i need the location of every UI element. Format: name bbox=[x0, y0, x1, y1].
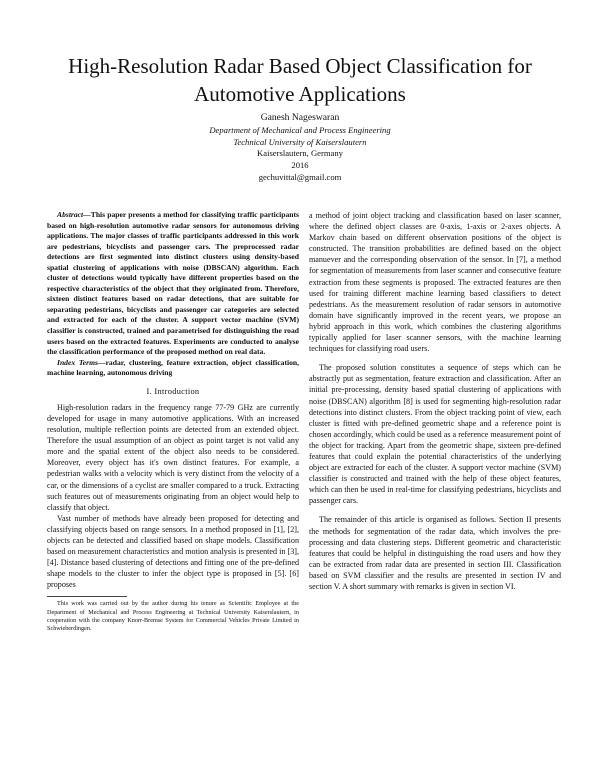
index-terms-label: Index Terms— bbox=[57, 357, 106, 367]
author-block bbox=[100, 112, 500, 184]
left-column bbox=[47, 210, 299, 633]
intro-paragraph: Vast number of methods have already been proposed for detecting and classifying objects based on range sensors. In a method proposed in [1], [2], objects can be detected and classified based on shape models. Classification based on measurement characteristics and motion analysis is presented in [3], [4]. Distance based clustering of detections and fitting one of the pre-defined shape models to the cluster to infer the object type is proposed in [5]. [6] proposes bbox=[47, 513, 299, 590]
footnote-rule bbox=[47, 596, 127, 597]
paper-year: 2016 bbox=[291, 160, 309, 171]
author-name: Ganesh Nageswaran bbox=[260, 112, 340, 123]
abstract bbox=[47, 210, 299, 358]
index-terms-text: radar, clustering, feature extraction, object classification, machine learning, autonomous driving bbox=[47, 357, 300, 378]
author-location: Kaiserslautern, Germany bbox=[257, 148, 343, 159]
author-department: Department of Mechanical and Process Engineering bbox=[209, 124, 391, 135]
index-terms bbox=[47, 358, 299, 379]
body-paragraph: The proposed solution constitutes a sequence of steps which can be abstractly put as segmentation, feature extraction and classification. After an initial pre-processing, density based spatial clustering of applications with noise (DBSCAN) algorithm [8] is used for segmenting high-resolution radar detections into distinct clusters. From the object tracking point of view, each cluster is fitted with pre-defined geometric shape and a reference point is chosen accordingly, which could be used as a reference measurement point of the object for tracking. Apart from the geometric shape, sixteen pre-defined features that could explain the potential characteristics of the underlying object are extracted for each of the cluster. A support vector machine (SVM) classifier is constructed and trained with the help of these object features, which can then be used in real-time for classifying pedestrians, bicyclists and passenger cars. bbox=[309, 363, 561, 506]
body-paragraph: a method of joint object tracking and classification based on laser scanner, where the defined object classes are 0-axis, 1-axis or 2-axes objects. A Markov chain based on different observation positions of the object is constructed. The transition probabilities are defined based on the object manuever and the corresponding observation of the sensor. In [7], a method for segmentation of measurements from laser scanner and consecutive feature extraction from these segments is proposed. The extracted features are then used for training different machine learning based classifiers to detect pedestrians. As the measurement resolution of radar sensors in automotive domain have significantly improved in the recent years, we propose an hybrid approach in this work, which combines the clustering algorithms typically applied for laser scanner sensors, with the machine learning techniques for classifying road users. bbox=[309, 211, 561, 354]
body-paragraph: The remainder of this article is organised as follows. Section II presents the methods for segmentation of the radar data, which involves the pre-processing and data clustering steps. Different geometric and characteristic features that could be helpful in distinguishing the road users and how they can be extracted from radar data are presented in section III. Classification based on SVM classifier and the results are presented in section IV and section V. A short summary with remarks is given in section VI. bbox=[309, 515, 561, 591]
intro-paragraph: High-resolution radars in the frequency range 77-79 GHz are currently developed for usage in many automotive applications. With an increased resolution, multiple reflection points are detected from an extended object. Therefore the usual assumption of an object as point target is not valid any more and the spatial extent of the object also needs to be considered. Moreover, every object has it's own distinct features. For example, a pedestrian walks with a velocity which is very distinct from the velocity of a car, or the dimensions of a cyclist are smaller compared to a truck. Extracting such features out of measurements originating from an object would help to classify that object. bbox=[47, 402, 299, 512]
right-column bbox=[309, 210, 561, 592]
author-university: Technical University of Kaiserslautern bbox=[233, 136, 367, 147]
footnote: This work was carried out by the author during his tenure as Scientific Employee at the Department of Mechanical and Process Engineering at Technical University Kaiserslautern, in cooperation with the company Knorr-Bremse System for Commercial Vehicles Private Limited in Schwieberdingen. bbox=[47, 600, 299, 633]
paper-title: High-Resolution Radar Based Object Classification for Automotive Applications bbox=[68, 54, 532, 106]
abstract-label: Abstract— bbox=[57, 210, 91, 219]
section-heading-introduction: I. Introduction bbox=[146, 386, 200, 396]
abstract-text: This paper presents a method for classifying traffic participants based on high-resolution automotive radar sensors for autonomous driving applications. The major classes of traffic participants addressed in this work are pedestrians, bicyclists and passenger cars. The preprocessed radar detections are first segmented into distinct clusters using density-based spatial clustering of applications with noise (DBSCAN) algorithm. Each cluster of detections would typically have different properties based on the respective characteristics of the object that they originated from. Therefore, sixteen distinct features based on radar detections, that are suitable for separating pedestrians, bicyclists and passenger car categories are selected and extracted for each of the cluster. A support vector machine (SVM) classifier is constructed, trained and parametrised for distinguishing the road users based on the extracted features. Experiments are conducted to analyse the classification performance of the proposed method on real data. bbox=[47, 210, 299, 357]
author-email: gechuvittal@gmail.com bbox=[258, 171, 342, 182]
